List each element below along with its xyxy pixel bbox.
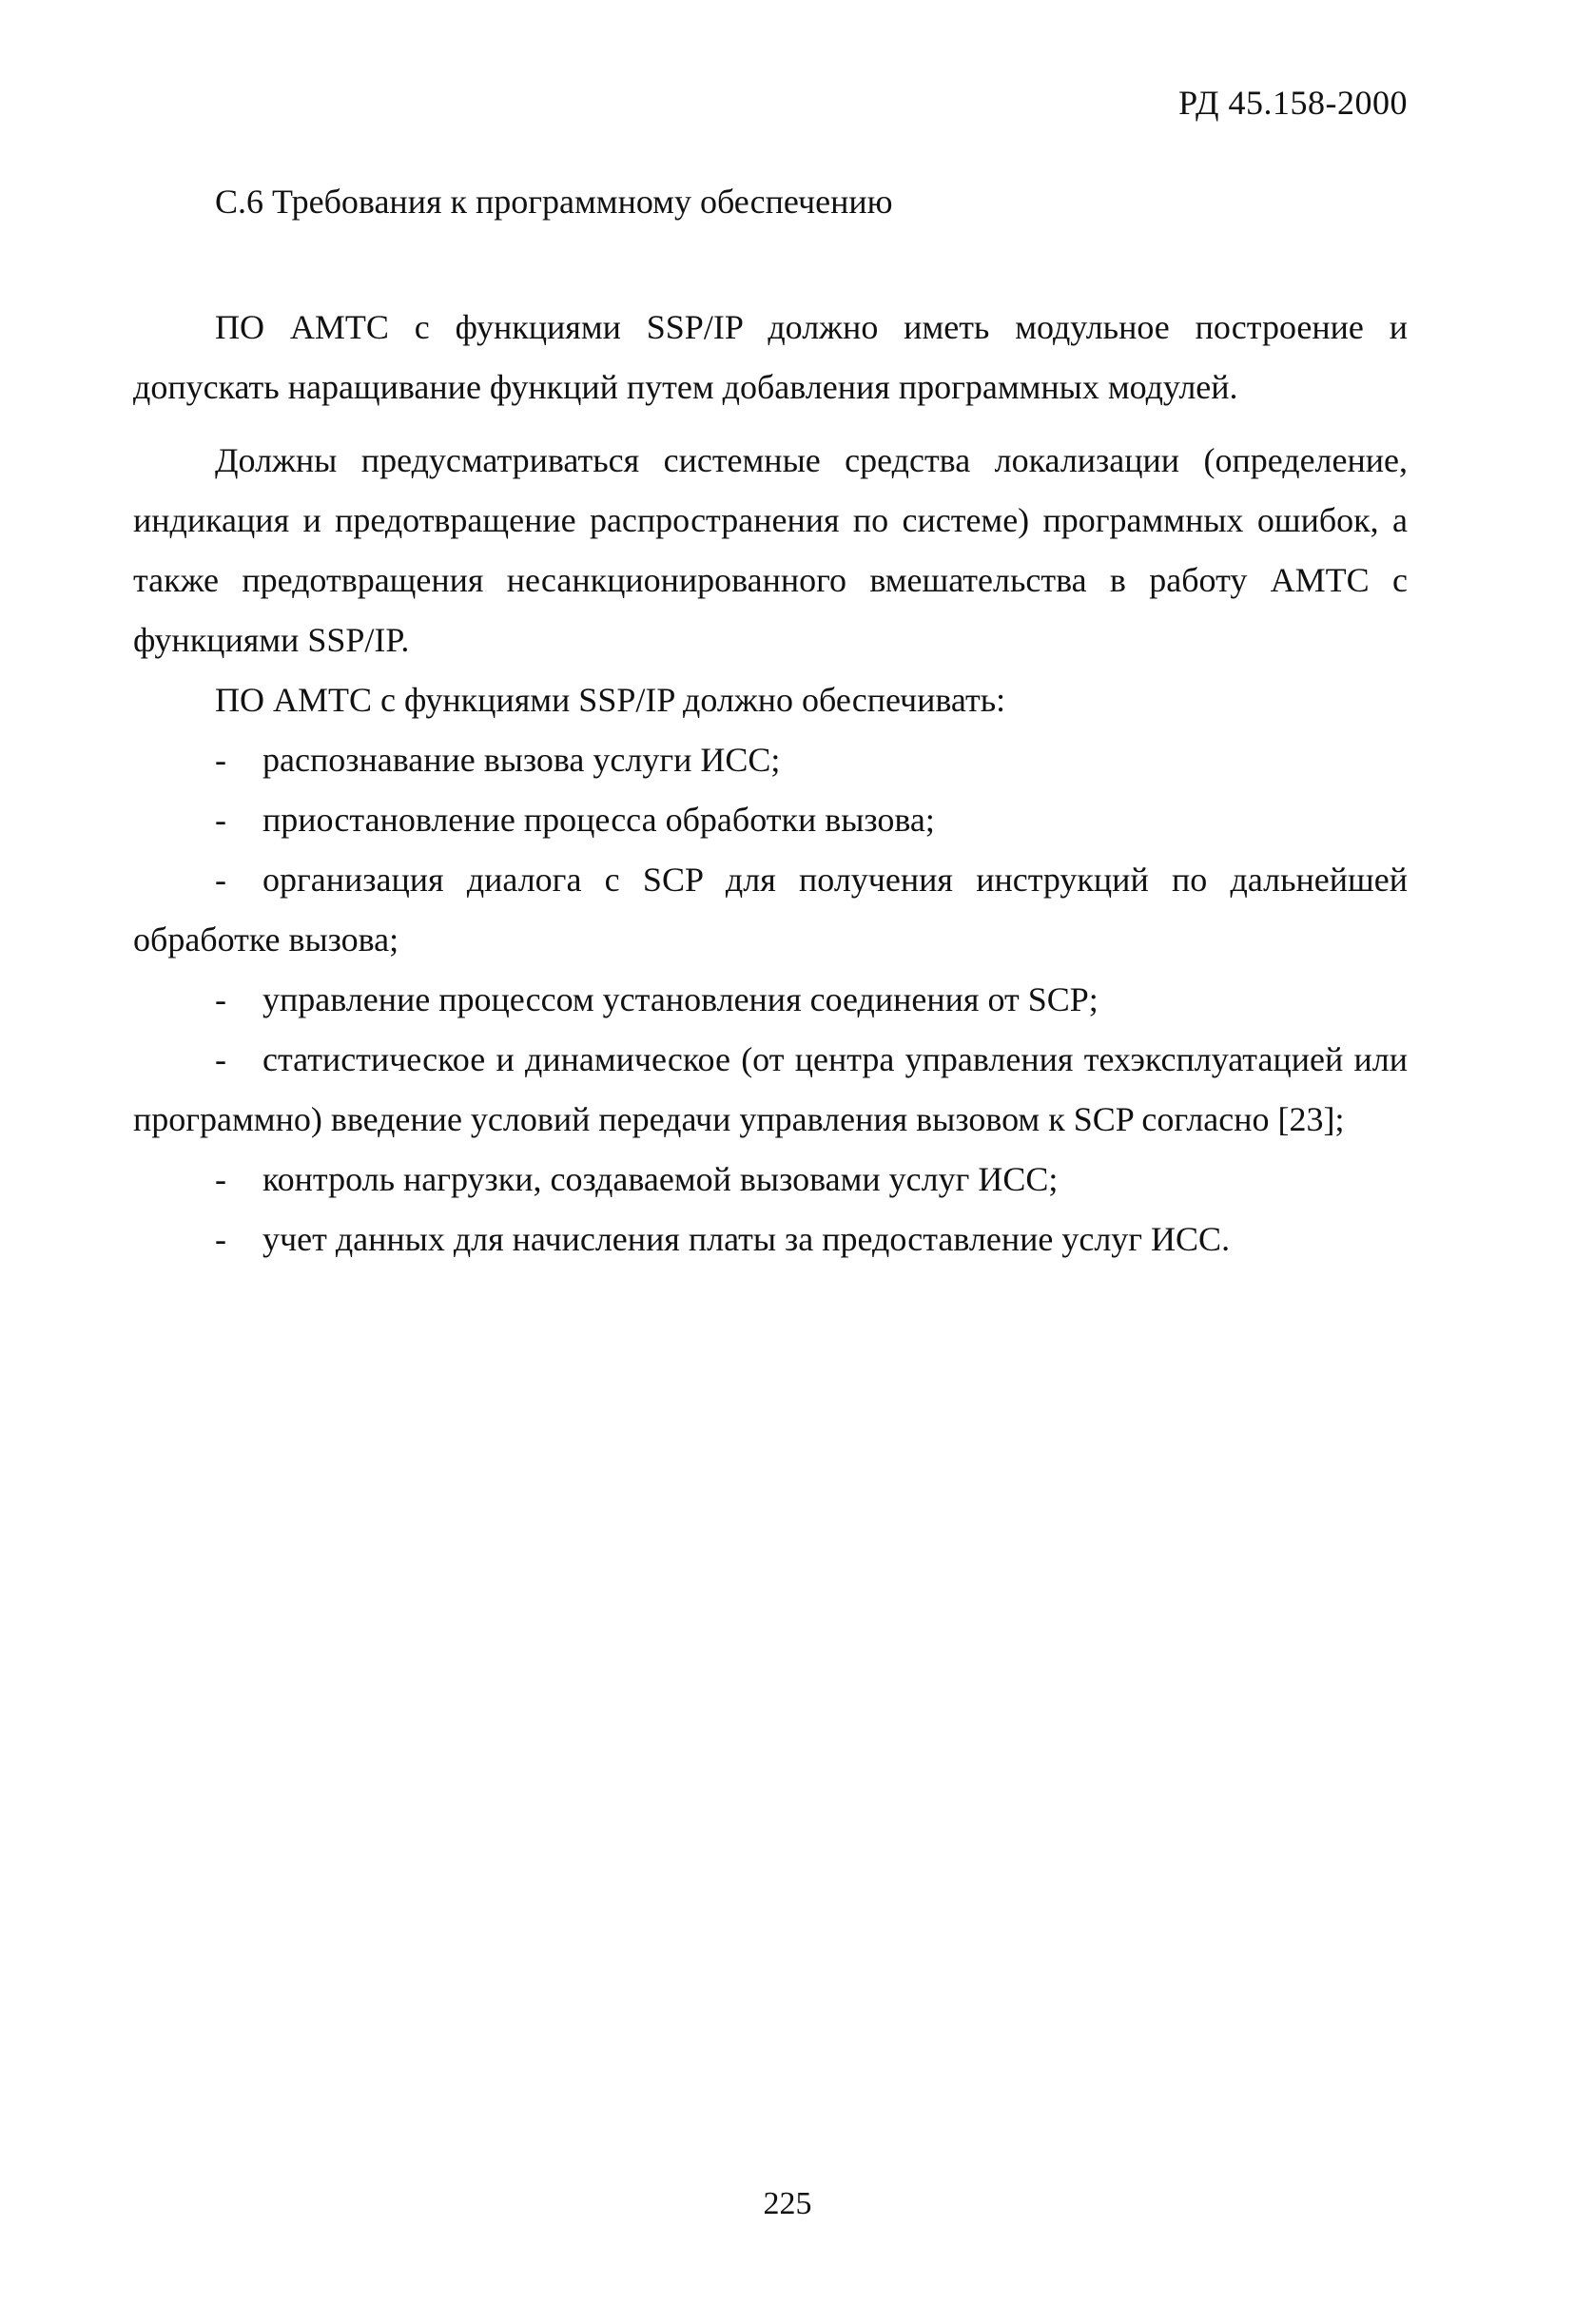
page-number: 225 <box>763 2186 812 2221</box>
paragraph-error-localization: Должны предусматриваться системные средства локализации (определение, индикация и предотвращение распространения по системе) программных ошибок, а также предотвращения несанкционированного вмешательства в работу АМТС с функциями SSP/IP. <box>133 441 1408 659</box>
list-bullet: - <box>215 1040 226 1078</box>
paragraph-requirements-intro: ПО АМТС с функциями SSP/IP должно обеспечивать: <box>215 681 1006 719</box>
list-item-text: учет данных для начисления платы за предоставление услуг ИСС. <box>262 1220 1231 1258</box>
list-item-text: приостановление процесса обработки вызова; <box>262 801 935 839</box>
list-item <box>133 970 1408 1030</box>
list-item-text: контроль нагрузки, создаваемой вызовами услуг ИСС; <box>262 1160 1059 1198</box>
paragraph-modular-structure: ПО АМТС с функциями SSP/IP должно иметь модульное построение и допускать наращивание функций путем добавления программных модулей. <box>133 308 1408 406</box>
list-item-text: распознавание вызова услуги ИСС; <box>262 741 781 779</box>
list-item <box>133 1210 1408 1269</box>
document-code: РД 45.158-2000 <box>1178 84 1408 122</box>
list-item <box>133 730 1408 790</box>
list-bullet: - <box>215 801 226 839</box>
section-title: С.6 Требования к программному обеспечению <box>215 183 893 221</box>
body-text <box>133 298 1408 1269</box>
list-bullet: - <box>215 1220 226 1258</box>
list-bullet: - <box>215 861 226 899</box>
list-item-text: управление процессом установления соединения от SCP; <box>262 980 1099 1018</box>
list-item <box>133 850 1408 970</box>
list-item <box>133 1150 1408 1210</box>
list-bullet: - <box>215 980 226 1018</box>
list-item <box>133 1030 1408 1150</box>
list-item <box>133 790 1408 850</box>
list-item-text: организация диалога с SCP для получения инструкций по дальнейшей обработке вызова; <box>133 861 1408 959</box>
list-item-text: статистическое и динамическое (от центра управления техэксплуатацией или программно) введение условий передачи управления вызовом к SCP согласно [23]; <box>133 1040 1408 1138</box>
requirements-list <box>133 730 1408 1269</box>
list-bullet: - <box>215 741 226 779</box>
list-bullet: - <box>215 1160 226 1198</box>
